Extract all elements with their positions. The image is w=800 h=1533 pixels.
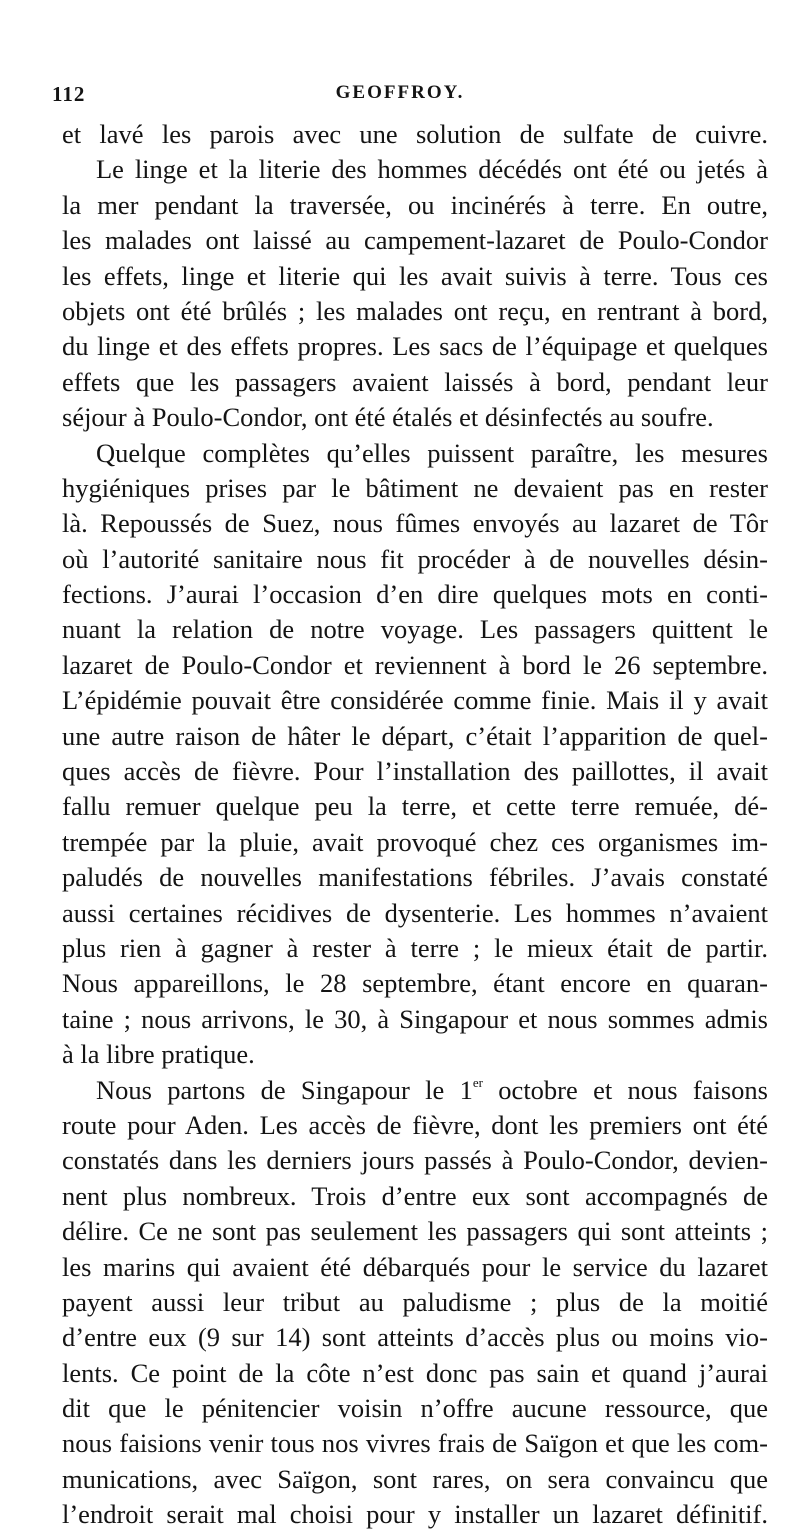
text-fragment: octobre et nous faisons (482, 1074, 768, 1105)
text-line: taine ; nous arrivons, le 30, à Singapour et nous sommes admis (62, 1003, 768, 1034)
text-line: paludés de nouvelles manifestations fébriles. J’avais constaté (62, 862, 768, 893)
text-line: L’épidémie pouvait être considérée comme finie. Mais il y avait (62, 685, 768, 716)
running-head: GEOFFROY. (335, 82, 465, 103)
text-line: nous faisions venir tous nos vivres frais de Saïgon et que les com- (62, 1428, 768, 1459)
body-text (62, 117, 768, 1533)
text-line: la mer pendant la traversée, ou incinérés à terre. En outre, (62, 189, 768, 220)
text-line: fallu remuer quelque peu la terre, et cette terre remuée, dé- (62, 791, 768, 822)
text-line: fections. J’aurai l’occasion d’en dire quelques mots en conti- (62, 579, 768, 610)
text-line: nuant la relation de notre voyage. Les passagers quittent le (62, 614, 768, 645)
text-line: les malades ont laissé au campement-lazaret de Poulo-Condor (62, 225, 768, 256)
text-line: les marins qui avaient été débarqués pour le service du lazaret (62, 1251, 768, 1282)
text-line: Nous appareillons, le 28 septembre, étant encore en quaran- (62, 968, 768, 999)
text-line: à la libre pratique. (62, 1039, 255, 1070)
text-line: trempée par la pluie, avait provoqué chez ces organismes im- (62, 826, 768, 857)
text-line: munications, avec Saïgon, sont rares, on sera convaincu que (62, 1463, 768, 1494)
text-line: Le linge et la literie des hommes décédés ont été ou jetés à (96, 154, 768, 185)
text-line: l’endroit serait mal choisi pour y installer un lazaret définitif. (62, 1499, 768, 1530)
text-line: une autre raison de hâter le départ, c’était l’apparition de quel- (62, 720, 768, 751)
text-line: objets ont été brûlés ; les malades ont reçu, en rentrant à bord, (62, 295, 768, 326)
text-line: et lavé les parois avec une solution de sulfate de cuivre. (62, 119, 768, 149)
text-fragment: Nous partons de Singapour le 1 (96, 1074, 473, 1105)
text-line: du linge et des effets propres. Les sacs de l’équipage et quelques (62, 331, 768, 362)
ordinal-superscript: er (472, 1074, 483, 1090)
text-line: les effets, linge et literie qui les avait suivis à terre. Tous ces (62, 260, 768, 291)
page-number: 112 (52, 82, 86, 106)
text-line: constatés dans les derniers jours passés à Poulo-Condor, devien- (62, 1145, 768, 1176)
text-line: ques accès de fièvre. Pour l’installation des paillottes, il avait (62, 756, 768, 787)
text-line: aussi certaines récidives de dysenterie. Les hommes n’avaient (62, 897, 768, 928)
text-line: d’entre eux (9 sur 14) sont atteints d’accès plus ou moins vio- (62, 1322, 768, 1353)
text-line: lents. Ce point de la côte n’est donc pas sain et quand j’aurai (62, 1357, 768, 1388)
text-line: dit que le pénitencier voisin n’offre aucune ressource, que (62, 1393, 768, 1424)
text-line: plus rien à gagner à rester à terre ; le mieux était de partir. (62, 932, 768, 963)
page-header (52, 82, 748, 112)
text-line: délire. Ce ne sont pas seulement les passagers qui sont atteints ; (62, 1216, 768, 1247)
text-line: hygiéniques prises par le bâtiment ne devaient pas en rester (62, 472, 768, 503)
text-line: séjour à Poulo-Condor, ont été étalés et désinfectés au soufre. (62, 402, 714, 433)
text-line: route pour Aden. Les accès de fièvre, dont les premiers ont été (62, 1109, 768, 1140)
text-line: payent aussi leur tribut au paludisme ; plus de la moitié (62, 1286, 768, 1317)
text-line-with-superscript (62, 1073, 768, 1108)
text-line: effets que les passagers avaient laissés à bord, pendant leur (62, 366, 768, 397)
text-line: nent plus nombreux. Trois d’entre eux sont accompagnés de (62, 1180, 768, 1211)
text-line: où l’autorité sanitaire nous fit procéder à de nouvelles désin- (62, 543, 768, 574)
text-line: là. Repoussés de Suez, nous fûmes envoyés au lazaret de Tôr (62, 508, 768, 539)
text-line: Quelque complètes qu’elles puissent paraître, les mesures (96, 437, 768, 468)
text-line: lazaret de Poulo-Condor et reviennent à bord le 26 septembre. (62, 649, 768, 680)
